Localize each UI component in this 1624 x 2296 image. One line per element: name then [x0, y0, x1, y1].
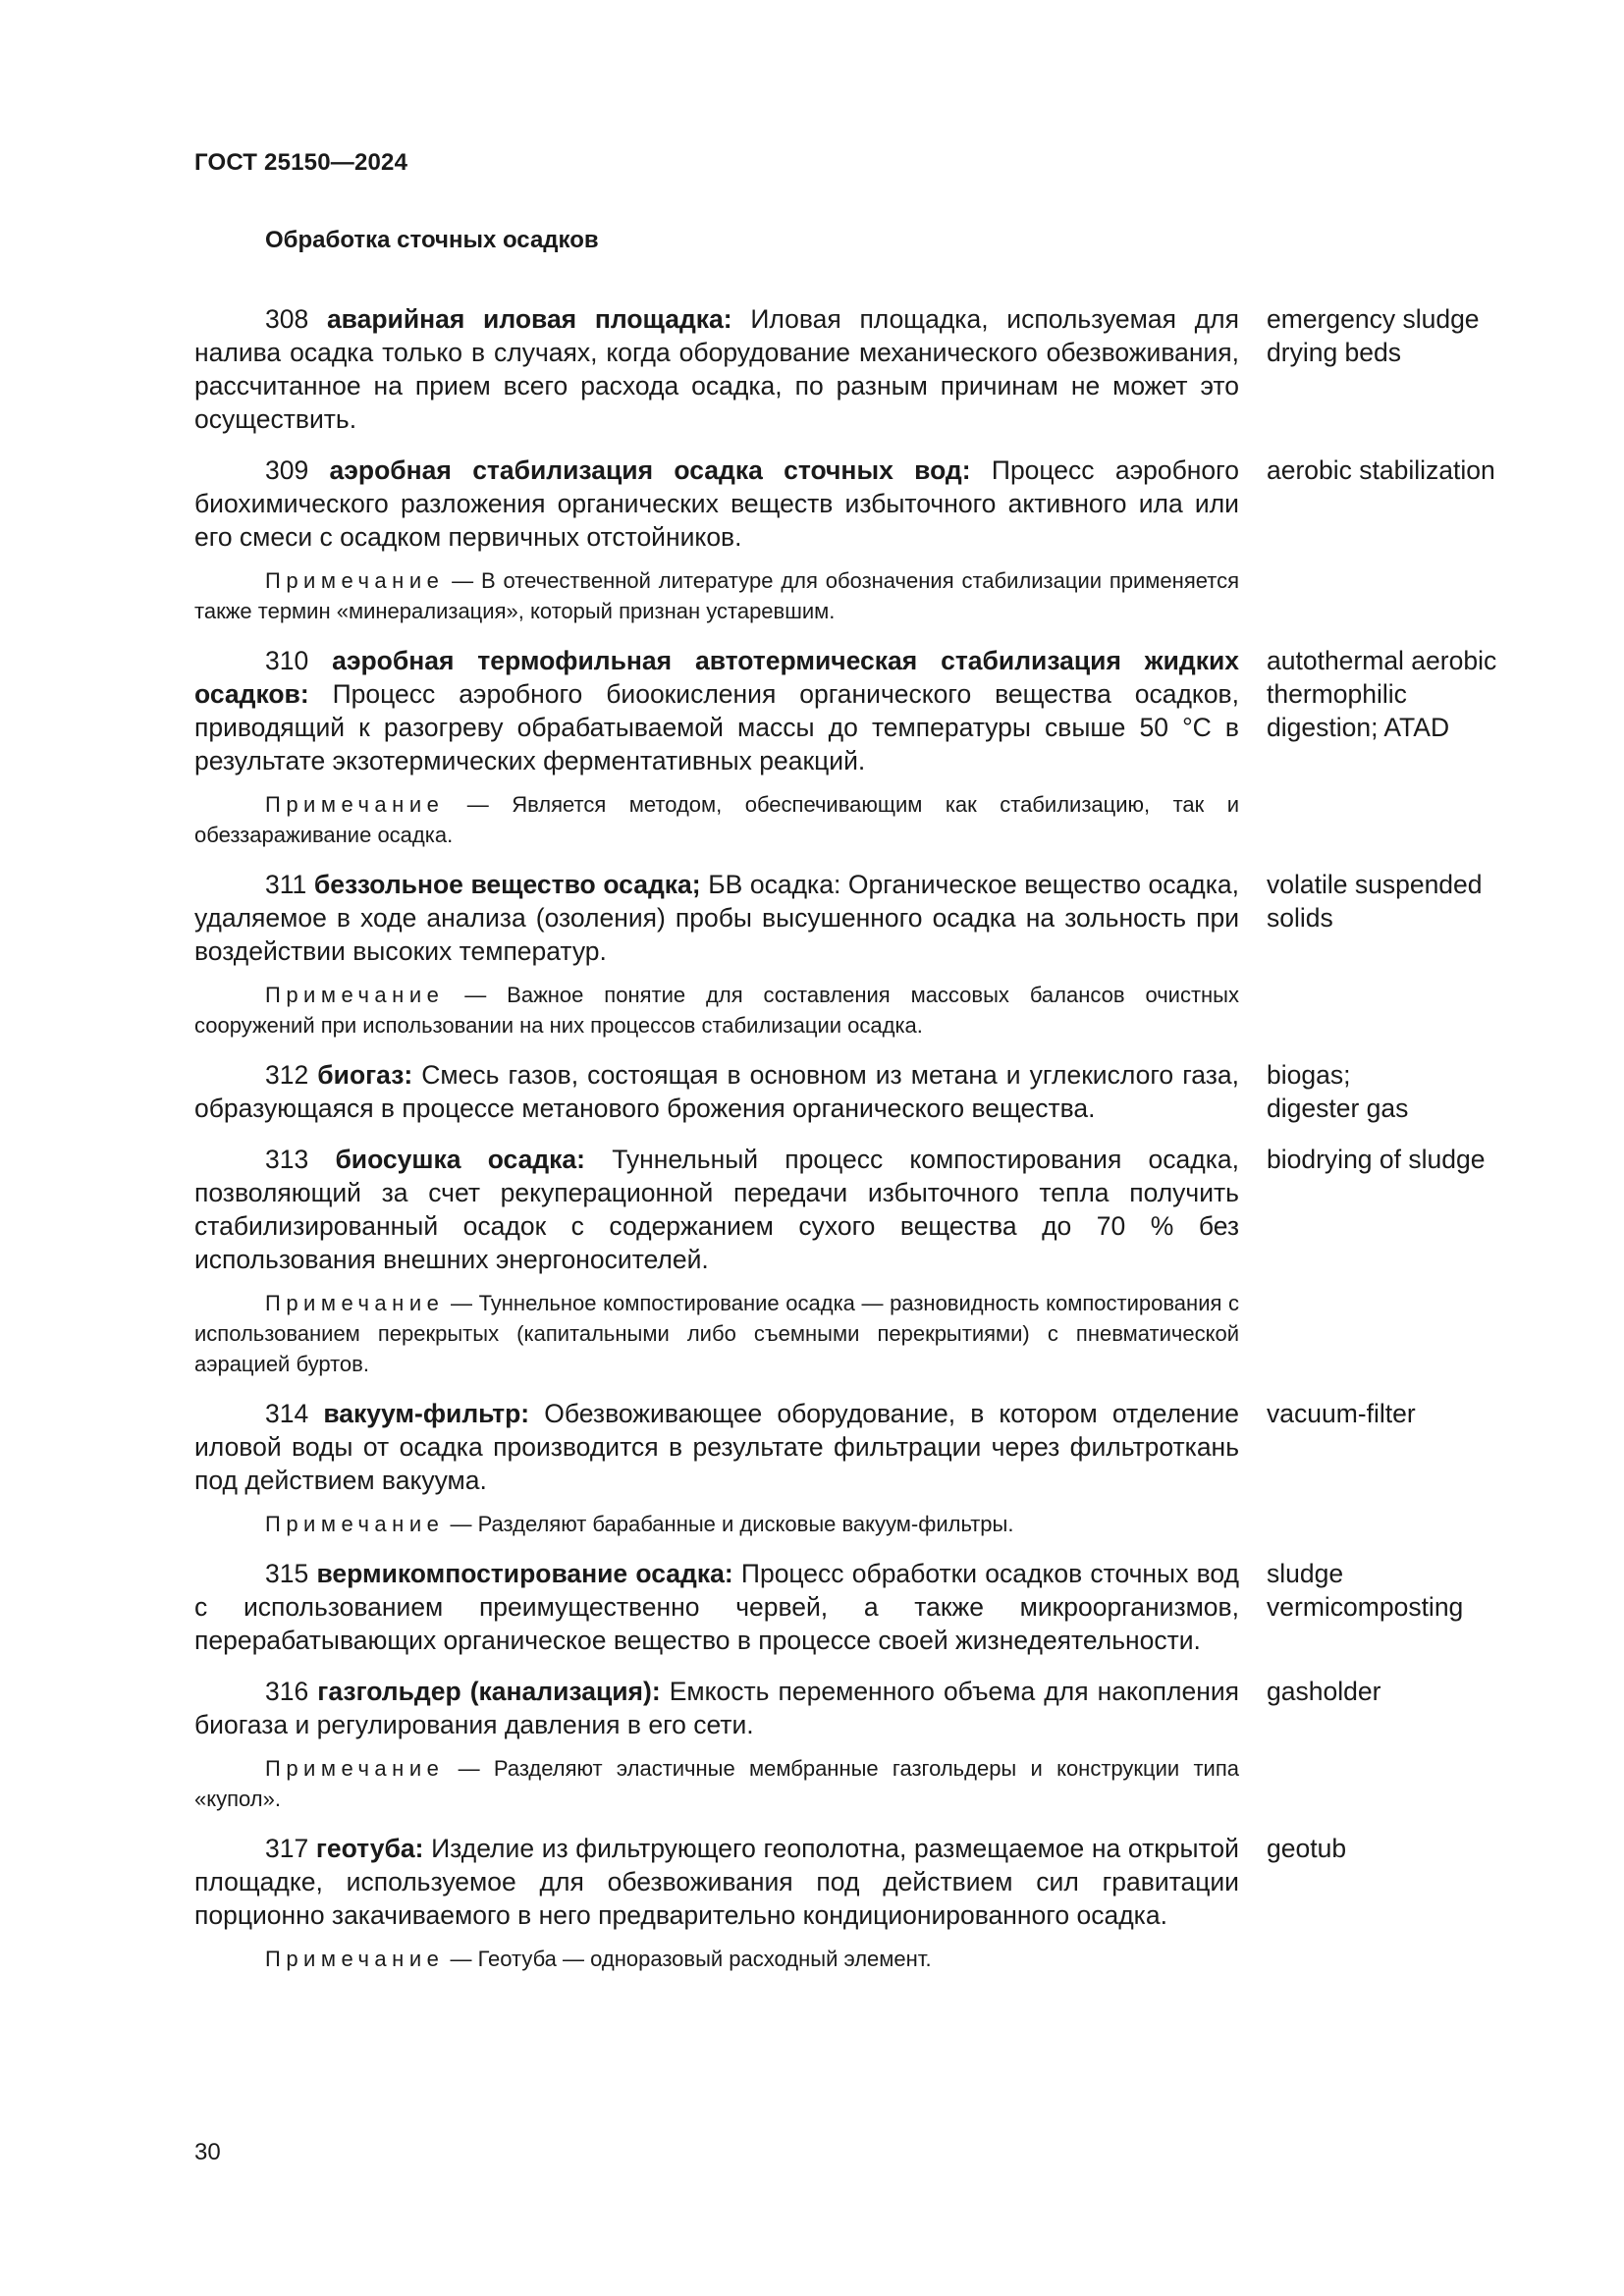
- note-text: Геотуба — одноразовый расходный элемент.: [477, 1947, 932, 1971]
- term-english-equivalent: aerobic stabilization: [1267, 455, 1495, 485]
- note-label: Примечание: [265, 1291, 445, 1315]
- term-name: аэробная термофильная автотермическая стабилизация жидких осадков:: [194, 646, 1239, 709]
- term-entry-309: [194, 454, 1510, 626]
- term-name: геотуба:: [315, 1834, 424, 1863]
- note-dash: —: [444, 1756, 494, 1781]
- note-text: Важное понятие для составления массовых балансов очистных сооружений при использовании на них процессов стабилизации осадка.: [194, 983, 1239, 1038]
- term-definition: БВ осадка: Органическое вещество осадка, удаляемое в ходе анализа (озоления) пробы высушенного осадка на зольность при воздействии высоких температур.: [194, 870, 1239, 966]
- term-entry-313: [194, 1143, 1510, 1379]
- note-text: В отечественной литературе для обозначения стабилизации применяется также термин «минерализация», который признан устаревшим.: [194, 568, 1239, 623]
- term-note: [194, 789, 1239, 850]
- term-name: аварийная иловая площадка:: [326, 304, 732, 334]
- note-label: Примечание: [265, 983, 445, 1007]
- term-body: [194, 644, 1239, 777]
- note-label: Примечание: [265, 1512, 445, 1536]
- term-note: [194, 1944, 1239, 1974]
- note-label: Примечание: [265, 568, 445, 593]
- term-note: [194, 565, 1239, 626]
- term-name: биосушка осадка:: [335, 1145, 585, 1174]
- document-header: ГОСТ 25150—2024: [194, 149, 408, 176]
- term-english-equivalent: volatile suspended solids: [1267, 870, 1483, 933]
- term-english-equivalent: gasholder: [1267, 1677, 1381, 1706]
- note-dash: —: [444, 1512, 478, 1536]
- note-dash: —: [444, 983, 508, 1007]
- note-text: Является методом, обеспечивающим как стабилизацию, так и обеззараживание осадка.: [194, 792, 1239, 847]
- term-entry-317: [194, 1832, 1510, 1974]
- term-entry-315: [194, 1557, 1510, 1657]
- term-note: [194, 980, 1239, 1041]
- term-number: 316: [265, 1677, 309, 1706]
- term-name: вакуум-фильтр:: [323, 1399, 530, 1428]
- term-number: 314: [265, 1399, 309, 1428]
- term-number: 311: [265, 870, 307, 899]
- term-number: 310: [265, 646, 309, 675]
- term-name: биогаз:: [317, 1060, 413, 1090]
- term-number: 317: [265, 1834, 309, 1863]
- note-label: Примечание: [265, 792, 445, 817]
- term-note: [194, 1509, 1239, 1539]
- note-label: Примечание: [265, 1947, 445, 1971]
- term-english-equivalent: sludge vermicomposting: [1267, 1559, 1464, 1622]
- term-note: [194, 1288, 1239, 1379]
- term-definition: Обезвоживающее оборудование, в котором отделение иловой воды от осадка производится в результате фильтрации через фильтроткань под действием вакуума.: [194, 1399, 1239, 1495]
- term-name: газгольдер (канализация):: [317, 1677, 661, 1706]
- term-body: [194, 1557, 1239, 1657]
- term-note: [194, 1753, 1239, 1814]
- page-number: 30: [194, 2139, 221, 2165]
- term-definition: Изделие из фильтрующего геополотна, размещаемое на открытой площадке, используемое для обезвоживания под действием сил гравитации порционно закачиваемого в него предварительно кондиционированного осадка.: [194, 1834, 1239, 1930]
- section-title: Обработка сточных осадков: [265, 227, 599, 253]
- term-entry-310: [194, 644, 1510, 850]
- term-english-equivalent: biogas; digester gas: [1267, 1060, 1409, 1123]
- note-label: Примечание: [265, 1756, 445, 1781]
- term-body: [194, 1397, 1239, 1497]
- term-definition: Емкость переменного объема для накопления биогаза и регулирования давления в его сети.: [194, 1677, 1239, 1739]
- term-body: [194, 868, 1239, 968]
- term-name: аэробная стабилизация осадка сточных вод:: [329, 455, 971, 485]
- term-entry-311: [194, 868, 1510, 1041]
- term-body: [194, 1832, 1239, 1932]
- term-definition: Процесс аэробного биохимического разложения органических веществ избыточного активного ила или его смеси с осадком первичных отстойников.: [194, 455, 1239, 552]
- term-entry-316: [194, 1675, 1510, 1814]
- term-number: 309: [265, 455, 309, 485]
- term-body: [194, 1675, 1239, 1741]
- note-text: Разделяют барабанные и дисковые вакуум-фильтры.: [477, 1512, 1014, 1536]
- term-entry-308: [194, 302, 1510, 436]
- term-body: [194, 1058, 1239, 1125]
- term-definition: Процесс аэробного биоокисления органического вещества осадков, приводящий к разогреву обрабатываемой массы до температуры свыше 50 °С в результате экзотермических ферментативных реакций.: [194, 679, 1239, 775]
- note-dash: —: [444, 792, 513, 817]
- term-body: [194, 1143, 1239, 1276]
- term-name: беззольное вещество осадка;: [313, 870, 701, 899]
- term-number: 312: [265, 1060, 309, 1090]
- term-english-equivalent: biodrying of sludge: [1267, 1145, 1486, 1174]
- note-text: Туннельное компостирование осадка — разновидность компостирования с использованием перекрытых (капитальными либо съемными перекрытиями) с пневматической аэрацией буртов.: [194, 1291, 1239, 1376]
- term-body: [194, 302, 1239, 436]
- term-entry-314: [194, 1397, 1510, 1539]
- term-number: 315: [265, 1559, 309, 1588]
- term-entry-312: [194, 1058, 1510, 1125]
- note-dash: —: [444, 568, 482, 593]
- note-dash: —: [444, 1947, 478, 1971]
- term-name: вермикомпостирование осадка:: [316, 1559, 733, 1588]
- term-body: [194, 454, 1239, 554]
- term-english-equivalent: emergency sludge drying beds: [1267, 304, 1480, 367]
- note-text: Разделяют эластичные мембранные газгольдеры и конструкции типа «купол».: [194, 1756, 1239, 1811]
- term-definition: Смесь газов, состоящая в основном из метана и углекислого газа, образующаяся в процессе метанового брожения органического вещества.: [194, 1060, 1239, 1123]
- terms-list: [194, 302, 1510, 1974]
- term-definition: Процесс обработки осадков сточных вод с использованием преимущественно червей, а также микроорганизмов, перерабатывающих органическое вещество в процессе своей жизнедеятельности.: [194, 1559, 1239, 1655]
- term-number: 308: [265, 304, 309, 334]
- term-english-equivalent: geotub: [1267, 1834, 1347, 1863]
- term-english-equivalent: autothermal aerobic thermophilic digestion; ATAD: [1267, 646, 1497, 742]
- term-definition: Туннельный процесс компостирования осадка, позволяющий за счет рекуперационной передачи избыточного тепла получить стабилизированный осадок с содержанием сухого вещества до 70 % без использования внешних энергоносителей.: [194, 1145, 1239, 1274]
- term-english-equivalent: vacuum-filter: [1267, 1399, 1416, 1428]
- term-number: 313: [265, 1145, 309, 1174]
- term-definition: Иловая площадка, используемая для налива осадка только в случаях, когда оборудование механического обезвоживания, рассчитанное на прием всего расхода осадка, по разным причинам не может это осуществить.: [194, 304, 1239, 434]
- note-dash: —: [444, 1291, 479, 1315]
